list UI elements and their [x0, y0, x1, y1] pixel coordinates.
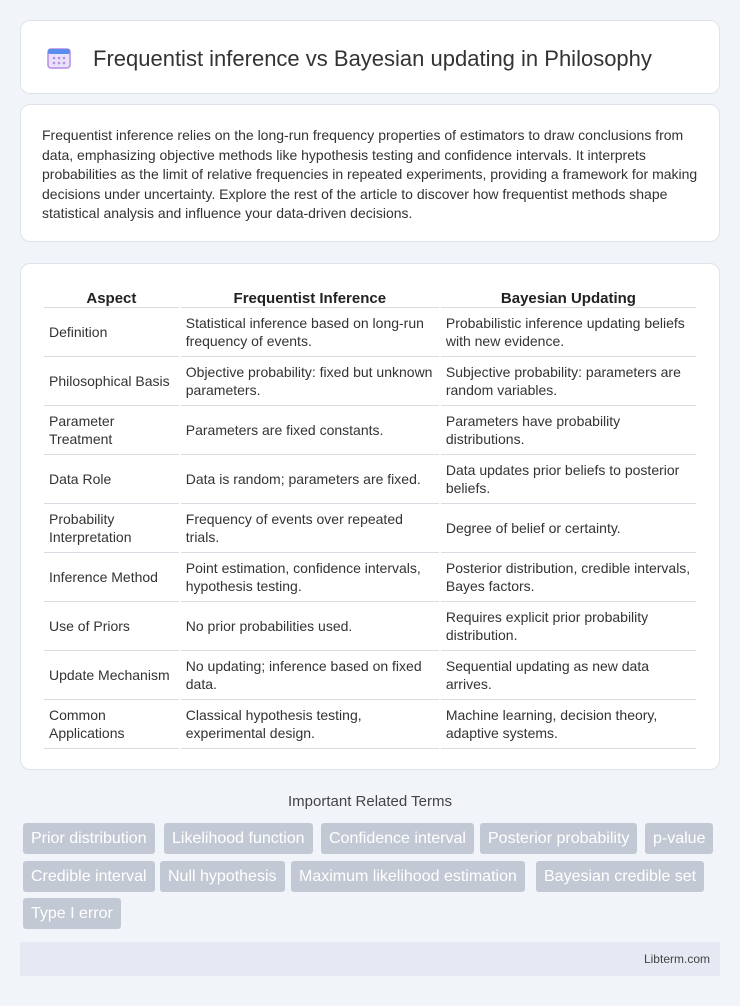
- page-title: Frequentist inference vs Bayesian updating in Philosophy: [93, 46, 652, 71]
- tag-bayesian-credible-set[interactable]: Bayesian credible set: [536, 861, 704, 892]
- table-row: [44, 553, 696, 602]
- cell-frequentist: Statistical inference based on long-run frequency of events.: [181, 308, 439, 357]
- tag-credible-interval[interactable]: Credible interval: [23, 861, 155, 892]
- table-row: [44, 602, 696, 651]
- cell-bayesian: Probabilistic inference updating beliefs with new evidence.: [441, 308, 696, 357]
- tag-null-hypothesis[interactable]: Null hypothesis: [160, 861, 285, 892]
- header-bayesian: Bayesian Updating: [441, 286, 696, 308]
- cell-bayesian: Sequential updating as new data arrives.: [441, 651, 696, 700]
- cell-aspect: Data Role: [44, 455, 179, 504]
- cell-frequentist: Data is random; parameters are fixed.: [181, 455, 439, 504]
- header-card: [20, 20, 720, 94]
- tag-confidence-interval[interactable]: Confidence interval: [321, 823, 474, 854]
- cell-aspect: Probability Interpretation: [44, 504, 179, 553]
- table-row: [44, 651, 696, 700]
- cell-aspect: Definition: [44, 308, 179, 357]
- cell-aspect: Inference Method: [44, 553, 179, 602]
- footer-site-link[interactable]: Libterm.com: [643, 952, 710, 966]
- tag-type-i-error[interactable]: Type I error: [23, 898, 121, 929]
- table-row: [44, 504, 696, 553]
- cell-aspect: Philosophical Basis: [44, 357, 179, 406]
- cell-frequentist: Objective probability: fixed but unknown parameters.: [181, 357, 439, 406]
- footer: [20, 942, 720, 976]
- cell-bayesian: Data updates prior beliefs to posterior beliefs.: [441, 455, 696, 504]
- table-row: [44, 700, 696, 749]
- related-terms-title: Important Related Terms: [288, 793, 452, 810]
- comparison-card: [20, 263, 720, 770]
- table-row: [44, 455, 696, 504]
- cell-aspect: Parameter Treatment: [44, 406, 179, 455]
- cell-bayesian: Parameters have probability distributions.: [441, 406, 696, 455]
- cell-frequentist: Point estimation, confidence intervals, hypothesis testing.: [181, 553, 439, 602]
- header-aspect: Aspect: [44, 286, 179, 308]
- cell-bayesian: Subjective probability: parameters are random variables.: [441, 357, 696, 406]
- intro-card: [20, 104, 720, 242]
- calendar-icon: [47, 47, 71, 69]
- cell-frequentist: No updating; inference based on fixed data.: [181, 651, 439, 700]
- cell-frequentist: Parameters are fixed constants.: [181, 406, 439, 455]
- cell-frequentist: Classical hypothesis testing, experimental design.: [181, 700, 439, 749]
- intro-text: Frequentist inference relies on the long-run frequency properties of estimators to draw conclusions from data, emphasizing objective methods like hypothesis testing and confidence intervals. It interprets probabilities as the limit of relative frequencies in repeated experiments, providing a framework for making decisions under uncertainty. Explore the rest of the article to discover how frequentist methods shape statistical analysis and influence your data-driven decisions.: [42, 127, 698, 222]
- cell-frequentist: Frequency of events over repeated trials.: [181, 504, 439, 553]
- cell-bayesian: Degree of belief or certainty.: [441, 504, 696, 553]
- cell-bayesian: Machine learning, decision theory, adaptive systems.: [441, 700, 696, 749]
- tag-maximum-likelihood-estimation[interactable]: Maximum likelihood estimation: [291, 861, 525, 892]
- table-row: [44, 308, 696, 357]
- cell-aspect: Update Mechanism: [44, 651, 179, 700]
- tag-posterior-probability[interactable]: Posterior probability: [480, 823, 637, 854]
- comparison-table: [42, 286, 698, 749]
- table-row: [44, 406, 696, 455]
- header-frequentist: Frequentist Inference: [181, 286, 439, 308]
- table-row: [44, 357, 696, 406]
- cell-aspect: Common Applications: [44, 700, 179, 749]
- cell-frequentist: No prior probabilities used.: [181, 602, 439, 651]
- cell-aspect: Use of Priors: [44, 602, 179, 651]
- table-header-row: [44, 286, 696, 308]
- cell-bayesian: Posterior distribution, credible intervals, Bayes factors.: [441, 553, 696, 602]
- cell-bayesian: Requires explicit prior probability distribution.: [441, 602, 696, 651]
- tag-prior-distribution[interactable]: Prior distribution: [23, 823, 155, 854]
- tag-likelihood-function[interactable]: Likelihood function: [164, 823, 313, 854]
- tag-p-value[interactable]: p-value: [645, 823, 713, 854]
